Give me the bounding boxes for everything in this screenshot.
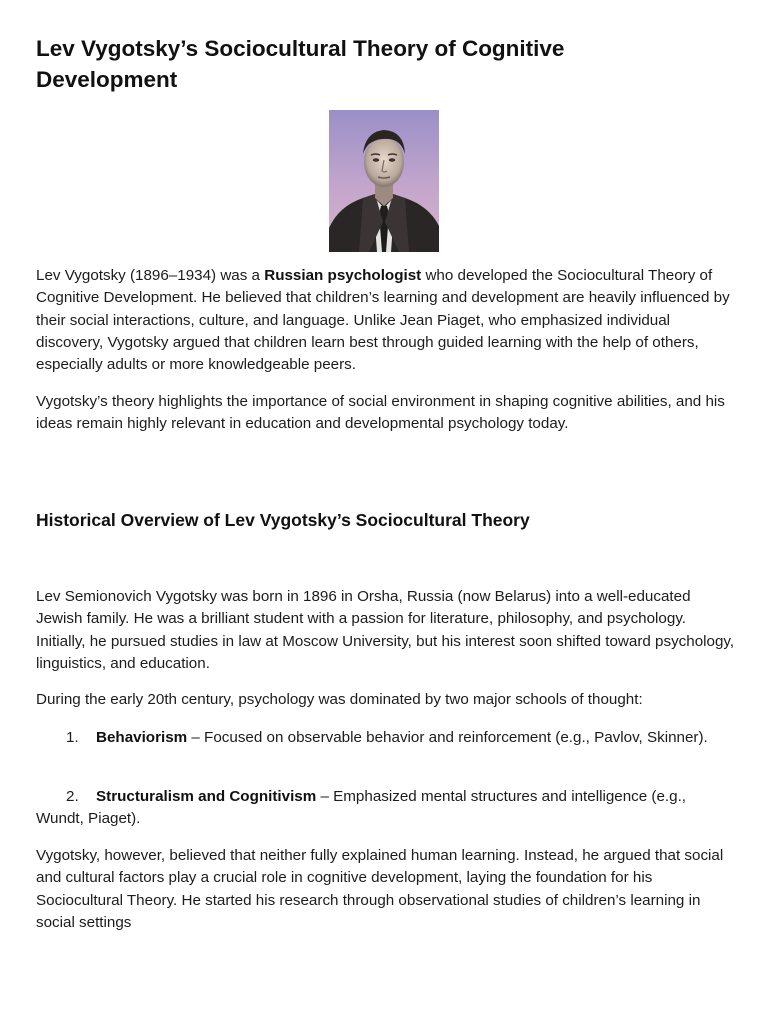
intro-paragraph-1 — [36, 265, 736, 376]
portrait-photo — [329, 110, 439, 252]
list-item-number: 1. — [66, 729, 79, 746]
history-paragraph-1: Lev Semionovich Vygotsky was born in 1896 in Orsha, Russia (now Belarus) into a well-educated Jewish family. He was a brilliant student with a passion for literature, philosophy, and psychology. Initially, he pursued studies in law at Moscow University, but his interest soon shifted toward psychology, linguistics, and education. — [36, 588, 735, 672]
history-paragraph-2: During the early 20th century, psychology was dominated by two major schools of thought: — [36, 691, 643, 708]
list-item — [36, 727, 736, 749]
history-paragraph-3: Vygotsky, however, believed that neither fully explained human learning. Instead, he argued that social and cultural factors play a crucial role in cognitive development, laying the foundation for his Sociocultural Theory. He started his research through observational studies of children’s learning in social settings — [36, 847, 724, 931]
list-item-text: – Focused on observable behavior and reinforcement (e.g., Pavlov, Skinner). — [187, 729, 708, 746]
list-item-text: – Emphasized mental structures and intelligence (e.g., Wundt, Piaget). — [36, 788, 687, 828]
intro-paragraph-2: Vygotsky’s theory highlights the importance of social environment in shaping cognitive abilities, and his ideas remain highly relevant in education and developmental psychology today. — [36, 393, 725, 433]
list-item-term: Behaviorism — [96, 729, 188, 746]
intro-bold-term: Russian psychologist — [264, 267, 422, 284]
portrait-image — [329, 110, 439, 252]
intro-text-a: Lev Vygotsky (1896–1934) was a — [36, 267, 265, 284]
page-title: Lev Vygotsky’s Sociocultural Theory of Cognitive Development — [36, 36, 565, 92]
intro-text-b: who developed the Sociocultural Theory of Cognitive Development. He believed that children’s learning and development are heavily influenced by their social interactions, culture, and language. Unlike Jean Piaget, who emphasized individual discovery, Vygotsky argued that children learn best through guided learning with the help of others, especially adults or more knowledgeable peers. — [36, 267, 730, 374]
section-heading: Historical Overview of Lev Vygotsky’s Sociocultural Theory — [36, 510, 530, 530]
list-item-number: 2. — [66, 788, 79, 805]
list-item — [36, 786, 736, 831]
list-item-term: Structuralism and Cognitivism — [96, 788, 317, 805]
